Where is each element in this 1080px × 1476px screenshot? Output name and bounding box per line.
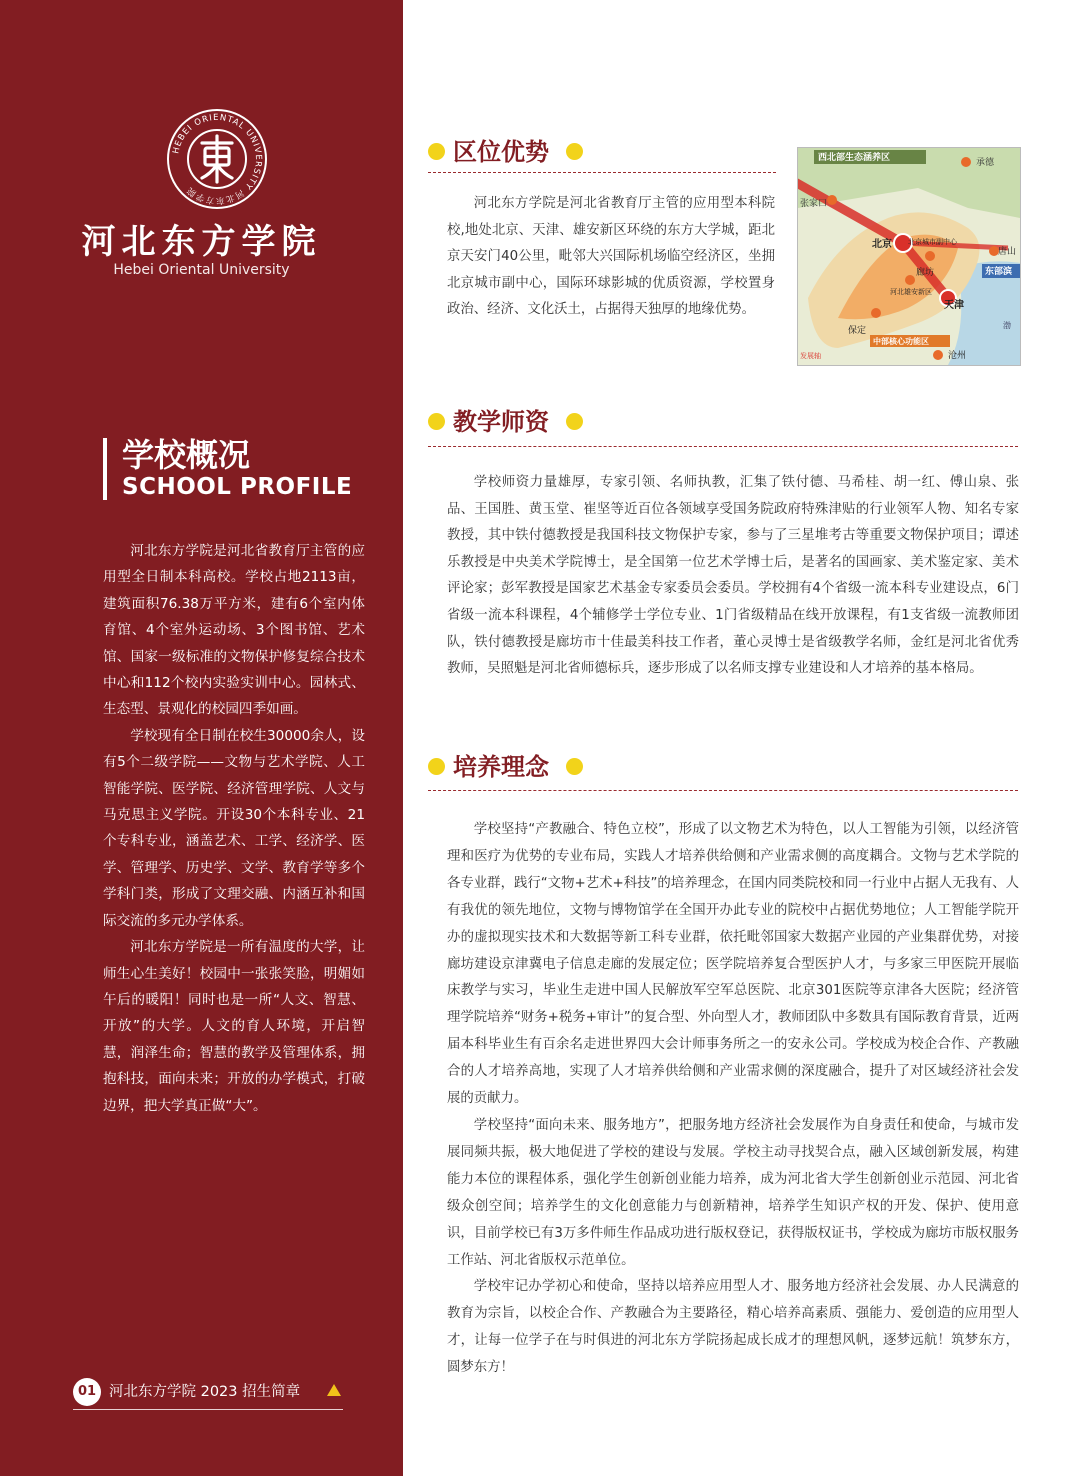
profile-paragraph: 学校现有全日制在校生30000余人，设有5个二级学院——文物与艺术学院、人工智能学院、医学院、经济管理学院、人文与马克思主义学院。开设30个本科专业、21个专科专业，涵盖艺术、工学、经济学、医学、管理学、历史学、文学、教育学等多个学科门类，形成了文理交融、内涵互补和国际交流的多元办学体系。 [103, 727, 365, 929]
bullet-dot-icon [428, 758, 445, 775]
faculty-title: 教学师资 [453, 408, 549, 436]
university-name-en: Hebei Oriental University [113, 262, 290, 278]
section-divider [428, 446, 1018, 447]
philosophy-paragraph: 学校牢记办学初心和使命，坚持以培养应用型人才、服务地方经济社会发展、办人民满意的教育为宗旨，以校企合作、产教融合为主要路径，精心培养高素质、强能力、爱创造的应用型人才，让每一位学子在与时俱进的河北东方学院扬起成长成才的理想风帆，逐梦远航！筑梦东方，圆梦东方！ [447, 1279, 1019, 1376]
bullet-dot-icon [428, 143, 445, 160]
profile-paragraph: 河北东方学院是一所有温度的大学，让师生心生美好！校园中一张张笑脸，明媚如午后的暖阳！同时也是一所“人文、智慧、开放”的大学。人文的育人环境，开启智慧，润泽生命；智慧的教学及管理体系，拥抱科技，面向未来；开放的办学模式，打破边界，把大学真正做“大”。 [103, 939, 365, 1114]
triangle-icon [327, 1384, 341, 1396]
philosophy-title: 培养理念 [453, 753, 549, 781]
section-divider [428, 172, 776, 173]
map-label-binhai: 东部滨 [985, 267, 1013, 277]
profile-body [103, 538, 365, 1119]
philosophy-body [447, 817, 1019, 1382]
map-label-zhangjiakou: 张家口 [800, 199, 828, 209]
profile-title-cn: 学校概况 [122, 436, 251, 474]
map-label-langfang: 廊坊 [916, 268, 935, 278]
philosophy-heading [428, 749, 598, 785]
bullet-dot-icon [566, 758, 583, 775]
location-title: 区位优势 [453, 138, 549, 166]
region-map-graphic [798, 148, 1020, 365]
map-label-axis: 发展轴 [800, 352, 821, 360]
page-number: 01 [73, 1378, 101, 1406]
footer-title: 河北东方学院 2023 招生简章 [109, 1384, 301, 1400]
profile-title-en: SCHOOL PROFILE [122, 474, 353, 500]
faculty-heading [428, 404, 598, 440]
bullet-dot-icon [566, 143, 583, 160]
map-label-northwest: 西北部生态涵养区 [818, 153, 891, 163]
map-label-bohai: 渤 [1003, 321, 1011, 330]
faculty-paragraph: 学校师资力量雄厚，专家引领、名师执教，汇集了铁付德、马希桂、胡一红、傅山泉、张品、王国胜、黄玉堂、崔坚等近百位各领域享受国务院政府特殊津贴的行业领军人物、知名专家教授，其中铁付德教授是我国科技文物保护专家，参与了三星堆考古等重要文物保护项目；谭述乐教授是中央美术学院博士，是全国第一位艺术学博士后，是著名的国画家、美术鉴定家、美术评论家；彭军教授是国家艺术基金专家委员会委员。学校拥有4个省级一流本科专业建设点，6门省级一流本科课程，4个辅修学士学位专业、1门省级精品在线开放课程，有1支省级一流教师团队，铁付德教授是廊坊市十佳最美科技工作者，董心灵博士是省级教学名师，金红是河北省优秀教师，吴照魁是河北省师德标兵，逐步形成了以名师支撑专业建设和人才培养的基本格局。 [447, 475, 1019, 677]
profile-paragraph: 河北东方学院是河北省教育厅主管的应用型全日制本科高校。学校占地2113亩，建筑面积76.38万平方米，建有6个室内体育馆、4个室外运动场、3个图书馆、艺术馆、国家一级标准的文物保护修复综合技术中心和112个校内实验实训中心。园林式、生态型、景观化的校园四季如画。 [103, 543, 365, 718]
svg-text:HEBEI ORIENTAL UNIVERSITY 河北东方: HEBEI ORIENTAL UNIVERSITY 河北东方学院 [171, 112, 264, 206]
philosophy-paragraph: 学校坚持“产教融合、特色立校”，形成了以文物艺术为特色，以人工智能为引领，以经济管理和医疗为优势的专业布局，实践人才培养供给侧和产业需求侧的高度耦合。文物与艺术学院的各专业群，践行“文物+艺术+科技”的培养理念，在国内同类院校和同一行业中占据人无我有、人有我优的领先地位，文物与博物馆学在全国开办此专业的院校中占据优势地位；人工智能学院开办的虚拟现实技术和大数据等新工科专业群，依托毗邻国家大数据产业园的产业集群优势，对接廊坊建设京津冀电子信息走廊的发展定位；医学院培养复合型医护人才，与多家三甲医院开展临床教学与实习，毕业生走进中国人民解放军空军总医院、北京301医院等京津各大医院；经济管理学院培养“财务+税务+审计”的复合型、外向型人才，教师团队中多数具有国际教育背景，近两届本科毕业生有百余名走进世界四大会计师事务所之一的安永公司。学校成为校企合作、产教融合的人才培养高地，实现了人才培养供给侧和产业需求侧的深度融合，提升了对区域经济社会发展的贡献力。 [447, 822, 1019, 1107]
map-label-tangshan: 唐山 [998, 247, 1017, 257]
page-footer [73, 1375, 343, 1405]
location-paragraph: 河北东方学院是河北省教育厅主管的应用型本科院校,地处北京、天津、雄安新区环绕的东方大学城，距北京天安门40公里，毗邻大兴国际机场临空经济区，坐拥北京城市副中心，国际环球影城的优质资源，学校置身政治、经济、文化沃土，占据得天独厚的地缘优势。 [447, 196, 775, 318]
seal-icon [166, 108, 268, 210]
footer-underline [73, 1409, 343, 1410]
map-label-subcenter: 北京城市副中心 [908, 238, 957, 246]
map-label-baoding: 保定 [848, 326, 867, 336]
map-label-cangzhou: 沧州 [948, 351, 967, 361]
map-label-tianjin: 天津 [944, 300, 964, 311]
philosophy-paragraph: 学校坚持“面向未来、服务地方”，把服务地方经济社会发展作为自身责任和使命，与城市发展同频共振，极大地促进了学校的建设与发展。学校主动寻找契合点，融入区域创新发展，构建能力本位的课程体系，强化学生创新创业能力培养，成为河北省大学生创新创业示范园、河北省级众创空间；培养学生的文化创意能力与创新精神，培养学生知识产权的开发、保护、使用意识，目前学校已有3万多件师生作品成功进行版权登记，获得版权证书，学校成为廊坊市版权服务工作站、河北省版权示范单位。 [447, 1117, 1019, 1268]
sidebar [0, 0, 403, 1476]
section-divider [428, 790, 1018, 791]
region-map [797, 147, 1021, 366]
university-seal-logo [166, 108, 268, 210]
map-label-chengde: 承德 [976, 158, 995, 168]
faculty-body [447, 470, 1019, 683]
profile-accent-bar [103, 438, 107, 500]
location-body [447, 191, 775, 324]
university-name-cn: 河北东方学院 [81, 222, 322, 262]
bullet-dot-icon [566, 413, 583, 430]
map-label-beijing: 北京 [872, 239, 892, 250]
map-label-central: 中部核心功能区 [873, 337, 929, 346]
bullet-dot-icon [428, 413, 445, 430]
map-label-xiongan: 河北雄安新区 [890, 288, 932, 296]
location-heading [428, 134, 598, 170]
